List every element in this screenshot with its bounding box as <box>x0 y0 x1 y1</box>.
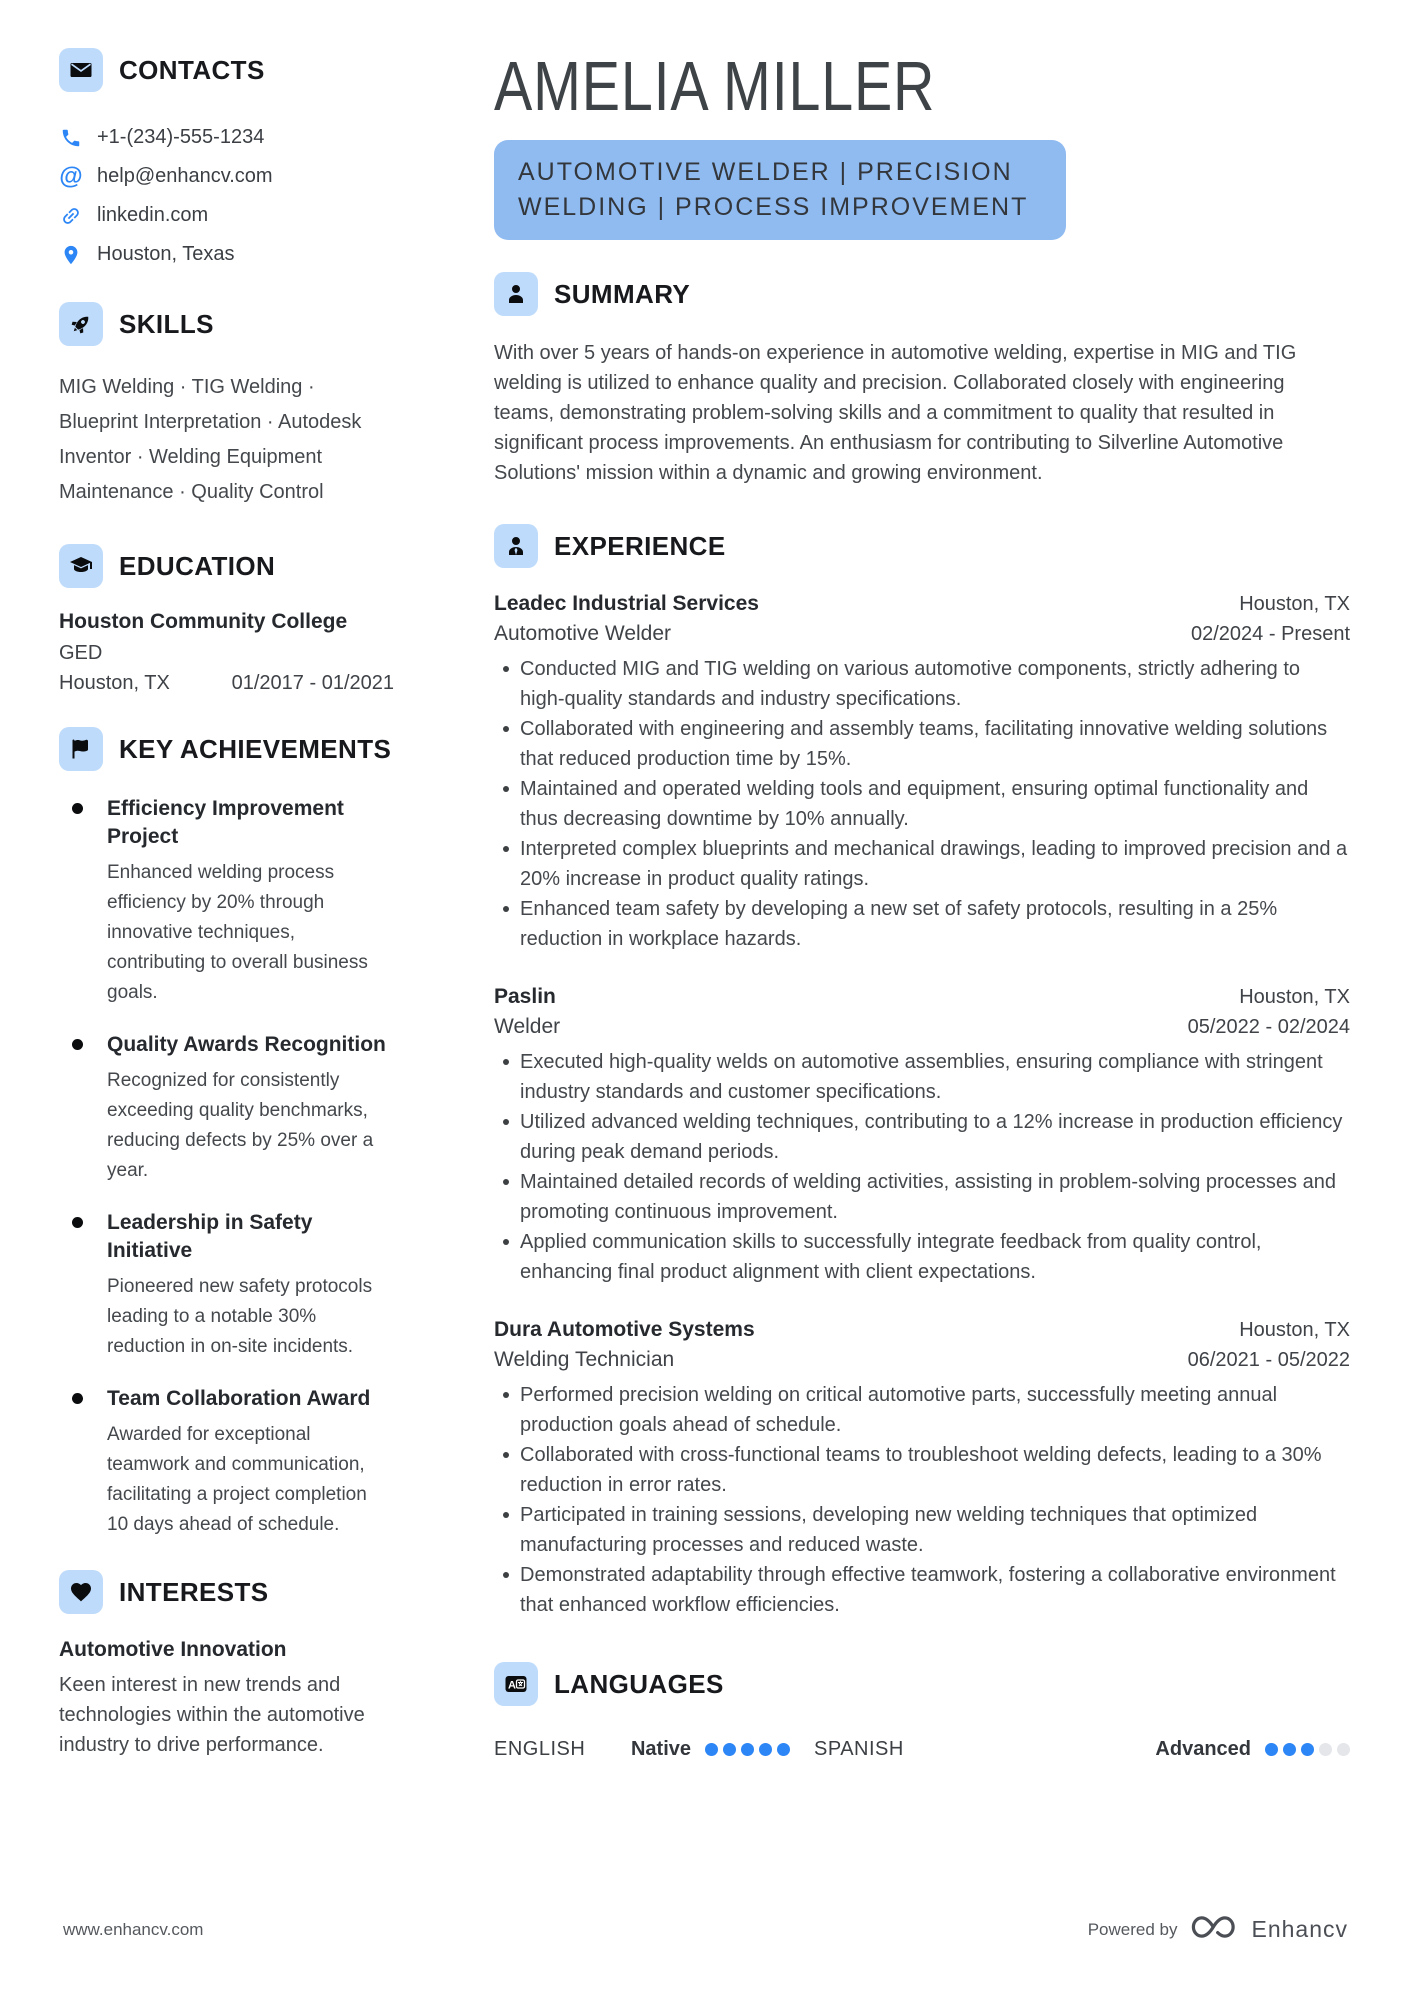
achievement-item <box>59 1209 394 1362</box>
interests-heading <box>59 1570 394 1614</box>
interest-name: Automotive Innovation <box>59 1638 287 1661</box>
main-column <box>494 48 1350 1761</box>
envelope-icon <box>59 48 103 92</box>
job-entry <box>494 592 1350 954</box>
job-bullet: Executed high-quality welds on automotive assemblies, ensuring compliance with stringent industry standards and customer specifications. <box>494 1047 1350 1107</box>
job-bullets <box>494 1380 1350 1620</box>
language-entry <box>814 1738 1350 1761</box>
achievement-item <box>59 795 394 1008</box>
job-company: Paslin <box>494 985 556 1008</box>
summary-text: With over 5 years of hands-on experience in automotive welding, expertise in MIG and TIG welding is utilized to enhance quality and precision. Collaborated closely with engineering teams, demonstrating problem-solving skills and a commitment to quality that resulted in significant process improvements. An enthusiasm for contributing to Silverline Automotive Solutions' mission within a dynamic and growing environment. <box>494 342 1297 484</box>
job-location: Houston, TX <box>1239 986 1350 1008</box>
job-bullet: Utilized advanced welding techniques, contributing to a 12% increase in production efficiency during peak demand periods. <box>494 1107 1350 1167</box>
degree: GED <box>59 642 103 664</box>
translate-icon <box>494 1662 538 1706</box>
powered-by-label: Powered by <box>1087 1919 1178 1939</box>
rocket-icon <box>59 302 103 346</box>
location-text: Houston, Texas <box>97 243 235 265</box>
user-tie-icon <box>494 524 538 568</box>
contact-location <box>59 235 394 274</box>
achievements-heading <box>59 727 394 771</box>
job-location: Houston, TX <box>1239 1319 1350 1341</box>
job-entry <box>494 985 1350 1287</box>
summary-title: SUMMARY <box>554 278 691 309</box>
job-dates: 06/2021 - 05/2022 <box>1187 1349 1350 1371</box>
contacts-title: CONTACTS <box>119 54 265 85</box>
education-title: EDUCATION <box>119 550 276 581</box>
school-name: Houston Community College <box>59 610 348 633</box>
job-bullets <box>494 1047 1350 1287</box>
contacts-section <box>59 48 394 274</box>
experience-title: EXPERIENCE <box>554 530 726 561</box>
education-section <box>59 544 394 695</box>
job-bullet: Interpreted complex blueprints and mechanical drawings, leading to improved precision and a 20% increase in product quality ratings. <box>494 834 1350 894</box>
job-location: Houston, TX <box>1239 593 1350 615</box>
contact-linkedin <box>59 196 394 235</box>
job-row <box>494 1009 1350 1039</box>
job-bullet: Enhanced team safety by developing a new set of safety protocols, resulting in a 25% reduction in workplace hazards. <box>494 894 1350 954</box>
language-proficiency <box>1155 1738 1350 1761</box>
link-icon <box>59 205 83 227</box>
contact-phone <box>59 118 394 157</box>
job-role: Welding Technician <box>494 1348 675 1371</box>
interests-title: INTERESTS <box>119 1576 269 1607</box>
education-heading <box>59 544 394 588</box>
email-link[interactable]: help@enhancv.com <box>97 165 273 187</box>
phone-icon <box>59 127 83 149</box>
job-company: Leadec Industrial Services <box>494 592 759 615</box>
person-name: AMELIA MILLER <box>494 47 936 125</box>
contact-email <box>59 157 394 196</box>
job-row <box>494 616 1350 646</box>
contacts-heading <box>59 48 394 92</box>
achievements-list <box>59 795 394 1540</box>
job-company: Dura Automotive Systems <box>494 1318 755 1341</box>
job-bullet: Collaborated with engineering and assembly teams, facilitating innovative welding solutions that reduced production time by 15%. <box>494 714 1350 774</box>
job-role: Welder <box>494 1015 561 1038</box>
heart-icon <box>59 1570 103 1614</box>
location-pin-icon <box>59 244 83 266</box>
achievements-section <box>59 727 394 1540</box>
achievement-text: Pioneered new safety protocols leading to a notable 30% reduction in on-site incidents. <box>107 1276 373 1357</box>
skills-list: MIG Welding · TIG Welding · Blueprint Interpretation · Autodesk Inventor · Welding Equipment Maintenance · Quality Control <box>59 376 362 503</box>
skills-section <box>59 302 394 510</box>
achievement-title: Team Collaboration Award <box>107 1387 371 1410</box>
language-level: Native <box>630 1738 691 1760</box>
achievements-title: KEY ACHIEVEMENTS <box>119 733 392 764</box>
skills-title: SKILLS <box>119 308 214 339</box>
interests-section <box>59 1570 394 1760</box>
sidebar <box>59 48 394 1761</box>
language-proficiency <box>631 1738 790 1761</box>
job-bullet: Applied communication skills to successfully integrate feedback from quality control, enhancing final product alignment with client expectations. <box>494 1227 1350 1287</box>
job-row <box>494 1318 1350 1342</box>
job-entry <box>494 1318 1350 1620</box>
experience-section <box>494 524 1350 1620</box>
summary-section <box>494 272 1350 488</box>
job-dates: 02/2024 - Present <box>1191 623 1350 645</box>
user-icon <box>494 272 538 316</box>
flag-icon <box>59 727 103 771</box>
job-row <box>494 985 1350 1009</box>
svg-text:A: A <box>508 1679 516 1692</box>
achievement-text: Awarded for exceptional teamwork and communication, facilitating a project completion 10 days ahead of schedule. <box>107 1424 367 1535</box>
job-bullet: Demonstrated adaptability through effective teamwork, fostering a collaborative environment that enhanced workflow efficiencies. <box>494 1560 1350 1620</box>
job-bullet: Performed precision welding on critical automotive parts, successfully meeting annual production goals ahead of schedule. <box>494 1380 1350 1440</box>
brand-name: Enhancv <box>1251 1916 1348 1942</box>
job-bullet: Conducted MIG and TIG welding on various automotive components, strictly adhering to high-quality standards and industry specifications. <box>494 654 1350 714</box>
headline-banner: AUTOMOTIVE WELDER | PRECISION WELDING | PROCESS IMPROVEMENT <box>494 140 1066 240</box>
achievement-title: Leadership in Safety Initiative <box>107 1211 313 1262</box>
education-meta <box>59 672 394 695</box>
achievement-text: Enhanced welding process efficiency by 20% through innovative techniques, contributing to overall business goals. <box>107 862 368 1003</box>
skills-heading <box>59 302 394 346</box>
language-name: SPANISH <box>814 1738 904 1760</box>
page-footer <box>63 1912 1348 1947</box>
language-level: Advanced <box>1155 1738 1251 1760</box>
achievement-item <box>59 1385 394 1540</box>
job-bullet: Maintained detailed records of welding activities, assisting in problem-solving processes and promoting continuous improvement. <box>494 1167 1350 1227</box>
job-bullet: Collaborated with cross-functional teams to troubleshoot welding defects, leading to a 30% reduction in error rates. <box>494 1440 1350 1500</box>
job-row <box>494 1342 1350 1372</box>
job-dates: 05/2022 - 02/2024 <box>1187 1016 1350 1038</box>
footer-url-link[interactable]: www.enhancv.com <box>63 1919 204 1939</box>
proficiency-dots <box>1265 1743 1350 1756</box>
achievement-text: Recognized for consistently exceeding quality benchmarks, reducing defects by 25% over a year. <box>107 1070 374 1181</box>
proficiency-dots <box>705 1743 790 1756</box>
interest-text: Keen interest in new trends and technologies within the automotive industry to drive performance. <box>59 1674 365 1756</box>
languages-section <box>494 1662 1350 1761</box>
job-bullet: Maintained and operated welding tools and equipment, ensuring optimal functionality and thus decreasing downtime by 10% annually. <box>494 774 1350 834</box>
job-bullets <box>494 654 1350 954</box>
education-location: Houston, TX <box>59 672 170 694</box>
education-dates: 01/2017 - 01/2021 <box>231 672 394 694</box>
at-icon: @ <box>59 162 83 190</box>
enhancv-logo-icon <box>1189 1912 1239 1947</box>
language-entry <box>494 1738 790 1761</box>
languages-heading <box>494 1662 1350 1706</box>
job-row <box>494 592 1350 616</box>
powered-by <box>1088 1912 1348 1947</box>
achievement-item <box>59 1031 394 1186</box>
language-name: ENGLISH <box>494 1738 586 1760</box>
languages-grid <box>494 1738 1350 1761</box>
achievement-title: Quality Awards Recognition <box>107 1033 386 1056</box>
languages-title: LANGUAGES <box>554 1668 724 1699</box>
linkedin-link[interactable]: linkedin.com <box>97 204 209 226</box>
summary-heading <box>494 272 1350 316</box>
job-bullet: Participated in training sessions, developing new welding techniques that optimized manufacturing processes and reduced waste. <box>494 1500 1350 1560</box>
achievement-title: Efficiency Improvement Project <box>107 797 344 848</box>
job-role: Automotive Welder <box>494 622 672 645</box>
content-columns <box>59 48 1350 1761</box>
phone-number: +1-(234)-555-1234 <box>97 126 265 148</box>
contact-list <box>59 118 394 274</box>
experience-heading <box>494 524 1350 568</box>
graduation-cap-icon <box>59 544 103 588</box>
